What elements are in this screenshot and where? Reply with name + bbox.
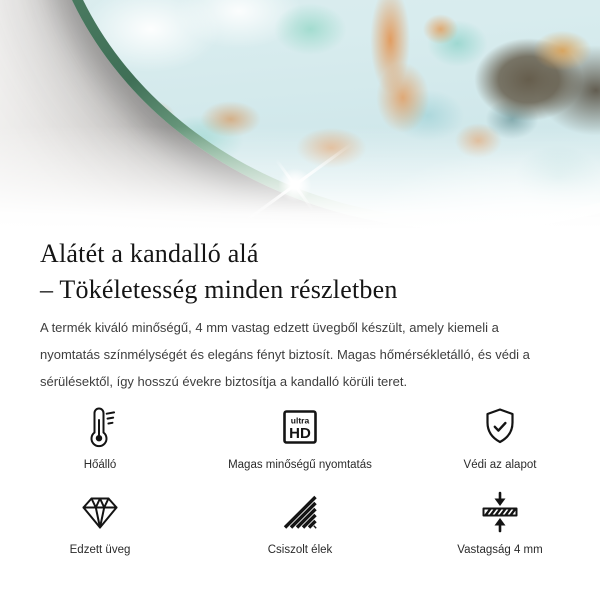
product-hero-image	[0, 0, 600, 230]
svg-text:HD: HD	[289, 425, 311, 442]
feature-label: Csiszolt élek	[267, 544, 333, 556]
page-title-line1: Alátét a kandalló alá	[40, 239, 259, 268]
icon-box	[478, 405, 522, 449]
feature-label: Hőálló	[83, 459, 117, 471]
sparkle-core	[278, 168, 312, 202]
icon-box	[78, 405, 122, 449]
page-title-line2: – Tökéletesség minden részletben	[40, 275, 398, 304]
feature-label: Védi az alapot	[463, 459, 537, 471]
svg-text:ultra: ultra	[290, 415, 310, 426]
sparkle-highlight-icon	[225, 115, 365, 230]
thickness-icon	[478, 490, 522, 534]
feature-heat-resistant	[0, 405, 200, 472]
diamond-icon	[78, 490, 122, 534]
thermometer-icon	[78, 405, 122, 449]
feature-label: Edzett üveg	[69, 544, 131, 556]
text-block	[0, 230, 600, 395]
icon-box	[278, 405, 322, 449]
icon-box	[478, 490, 522, 534]
feature-ultra-hd-print	[200, 405, 400, 472]
feature-polished-edges	[200, 490, 400, 557]
shield-check-icon	[478, 405, 522, 449]
ultra-hd-badge-icon	[278, 405, 322, 449]
feature-protects-base	[400, 405, 600, 472]
feature-thickness-4mm	[400, 490, 600, 557]
feature-label: Vastagság 4 mm	[457, 544, 543, 556]
feature-grid	[0, 405, 600, 557]
icon-box	[78, 490, 122, 534]
feature-label: Magas minőségű nyomtatás	[228, 459, 372, 471]
feature-tempered-glass	[0, 490, 200, 557]
product-description: A termék kiváló minőségű, 4 mm vastag edzett üvegből készült, amely kiemeli a nyomtatás színmélységét és elegáns fényt biztosít. Magas hőmérsékletálló, és védi a sérülésektől, így hosszú évekre biztosítja a kandalló körüli teret.	[40, 320, 530, 389]
icon-box	[278, 490, 322, 534]
page-title	[40, 236, 560, 308]
polished-edges-icon	[278, 490, 322, 534]
